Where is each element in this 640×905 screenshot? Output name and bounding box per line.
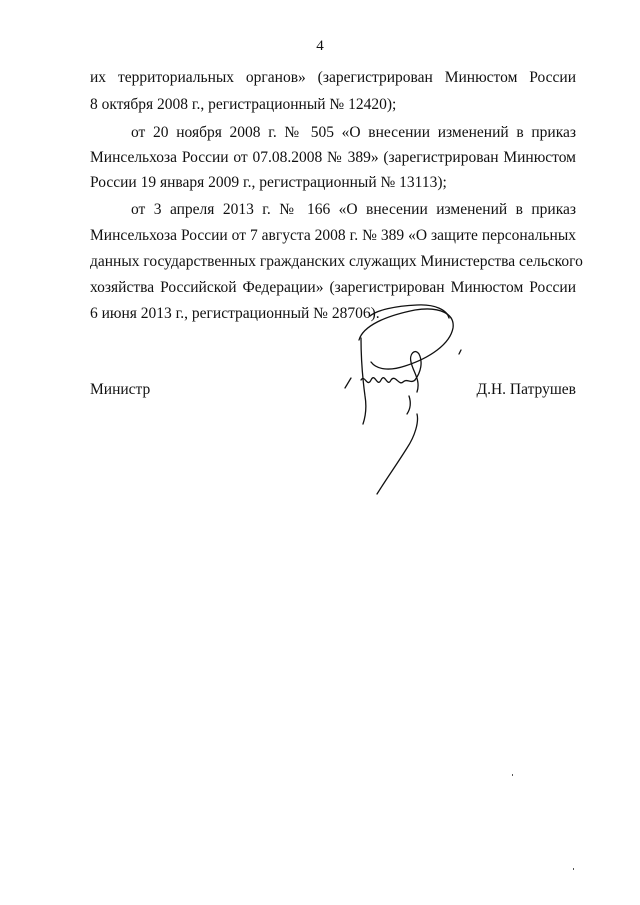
- text-line: Минсельхоза России от 7 августа 2008 г. № 389 «О защите персональных: [90, 227, 576, 244]
- text-line: от 20 ноября 2008 г. № 505 «О внесении изменений в приказ: [131, 124, 576, 141]
- text-line: хозяйства Российской Федерации» (зарегистрирован Минюстом России: [90, 279, 576, 296]
- text-line: России 19 января 2009 г., регистрационный № 13113);: [90, 174, 447, 191]
- scan-artifact: [512, 774, 513, 776]
- text-line: от 3 апреля 2013 г. № 166 «О внесении изменений в приказ: [131, 201, 576, 218]
- scan-artifact: [573, 868, 574, 870]
- page-number: 4: [316, 38, 324, 54]
- text-line: 6 июня 2013 г., регистрационный № 28706).: [90, 305, 380, 322]
- handwritten-signature: [325, 296, 485, 506]
- text-line: Минсельхоза России от 07.08.2008 № 389» (зарегистрирован Минюстом: [90, 149, 576, 166]
- position-title: Министр: [90, 381, 151, 398]
- text-line: их территориальных органов» (зарегистрирован Минюстом России: [90, 69, 576, 86]
- text-line: данных государственных гражданских служащих Министерства сельского: [90, 253, 583, 270]
- signatory-name: Д.Н. Патрушев: [476, 381, 576, 398]
- text-line: 8 октября 2008 г., регистрационный № 12420);: [90, 96, 397, 113]
